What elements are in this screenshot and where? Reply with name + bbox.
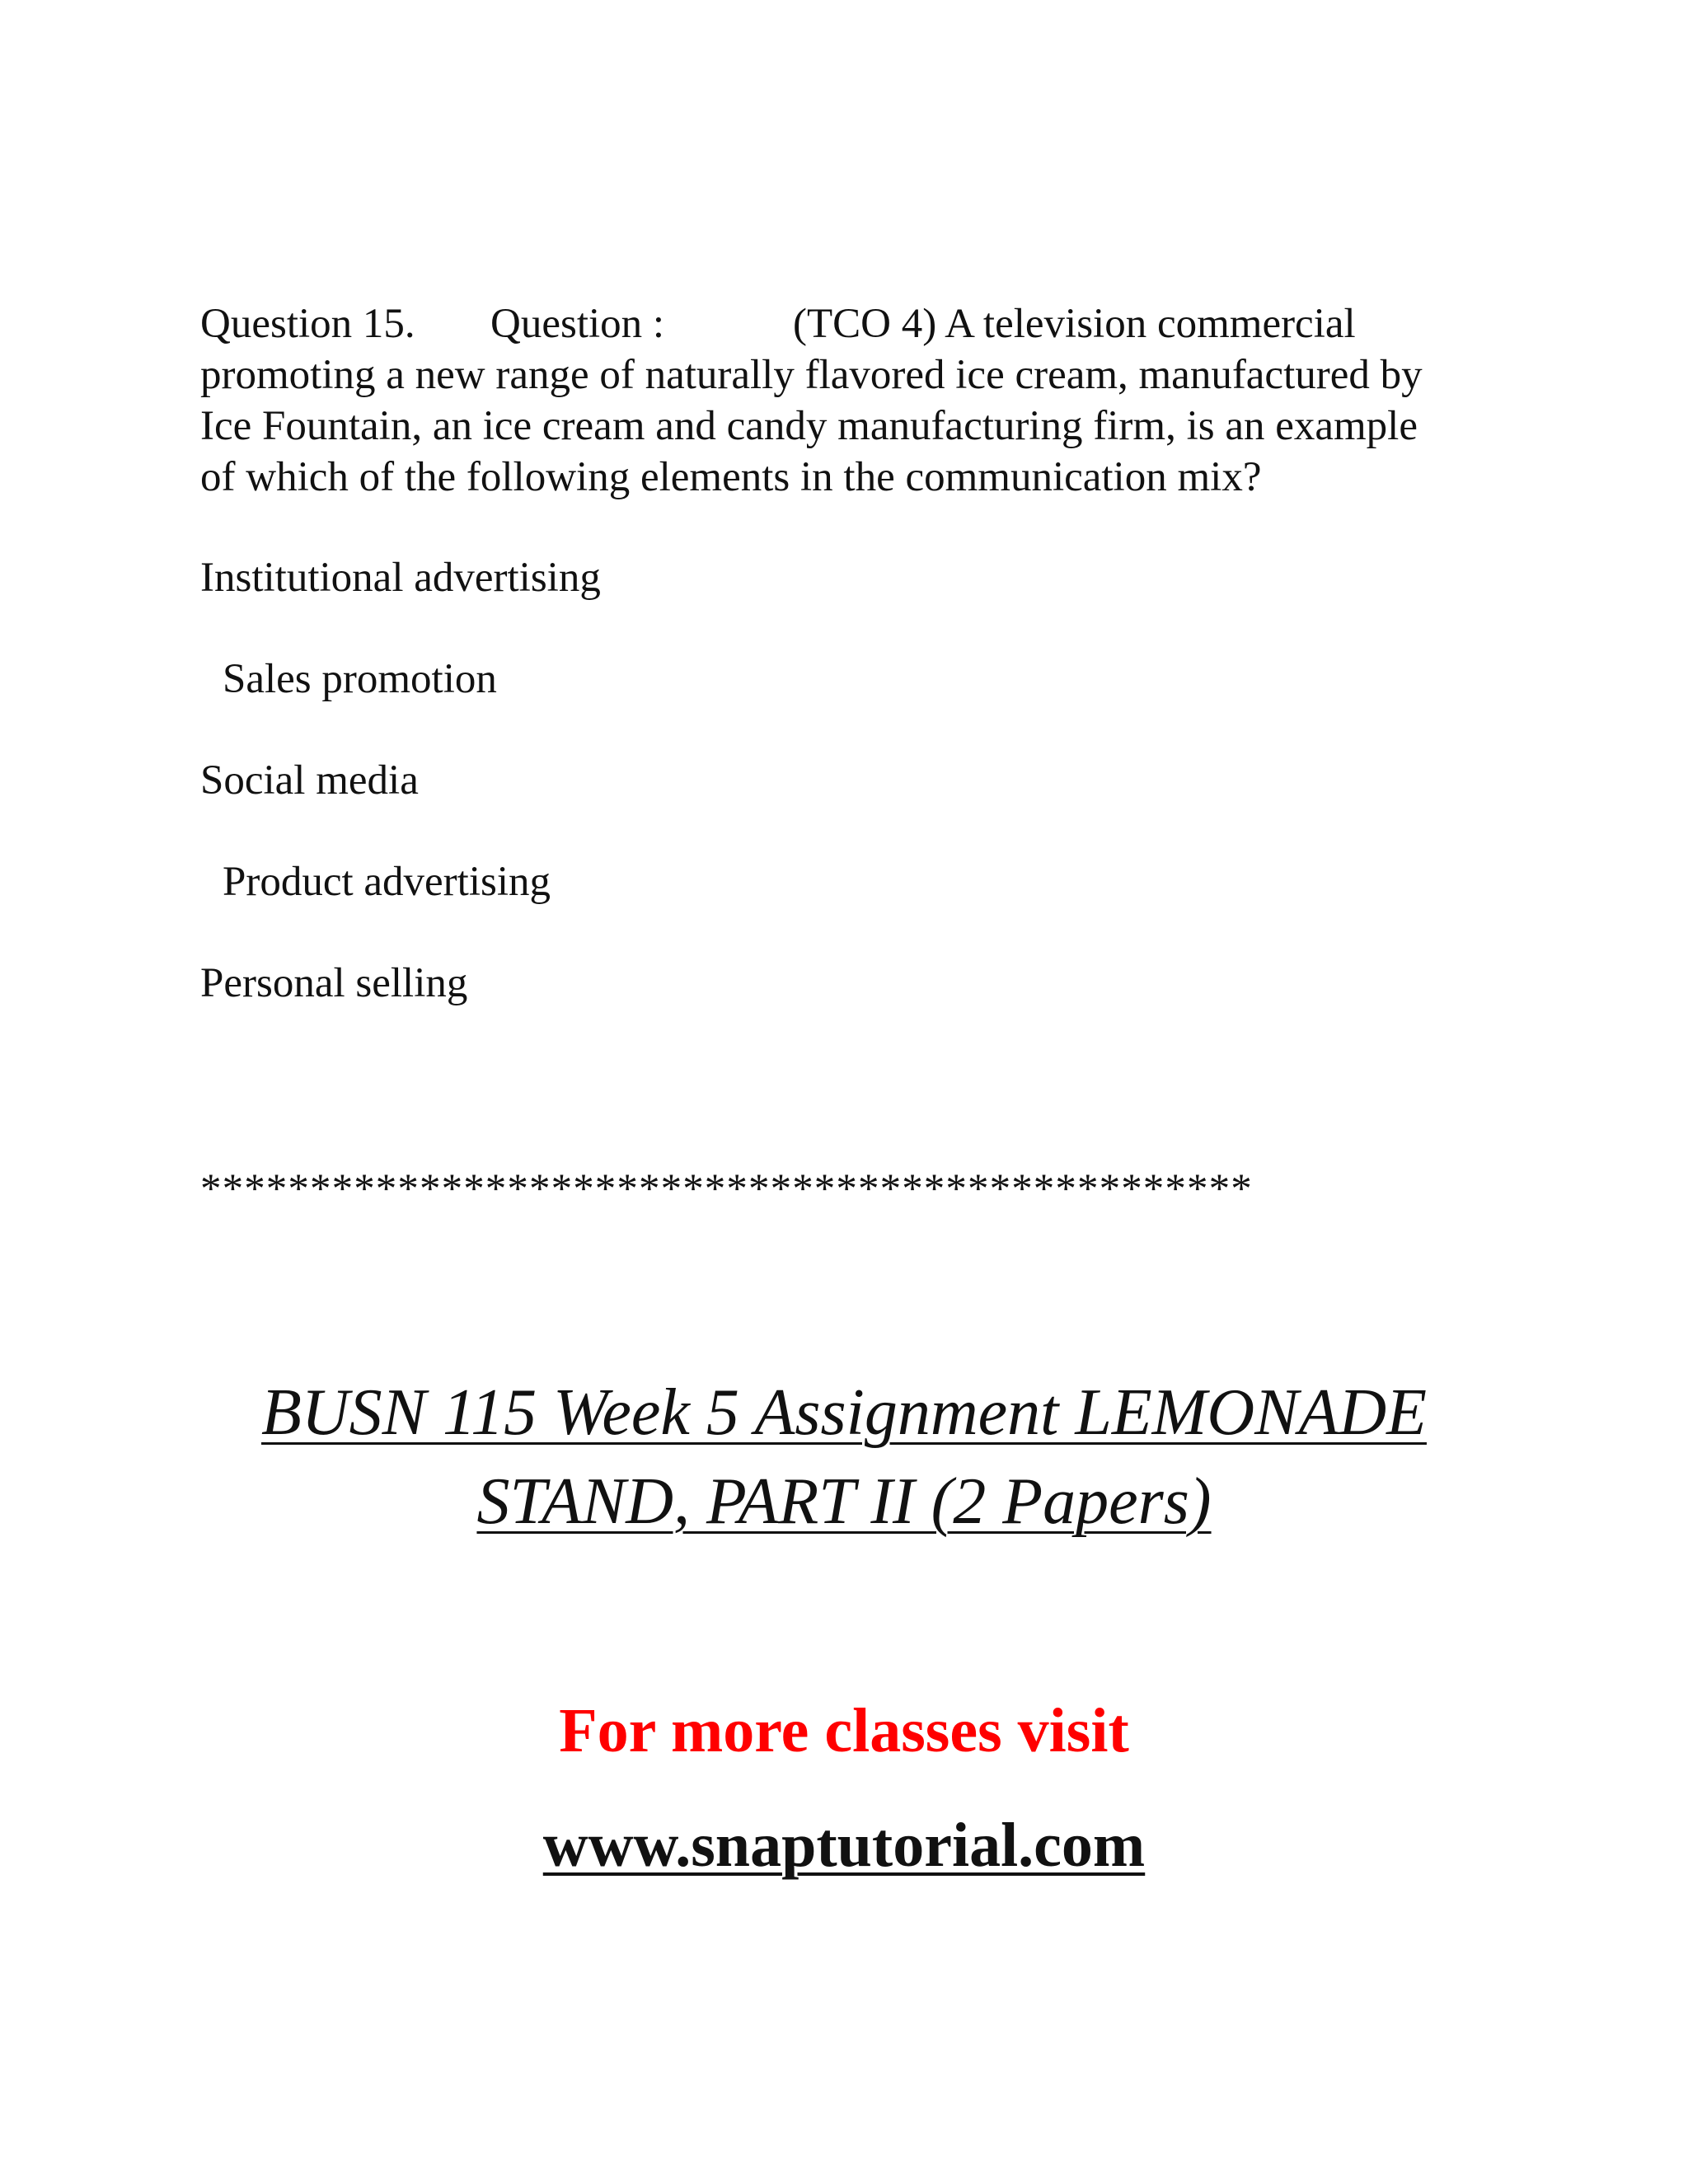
assignment-title-line: STAND, PART II (2 Papers) [476,1465,1212,1538]
answer-option[interactable]: Social media [200,757,419,804]
answer-option[interactable]: Personal selling [200,960,468,1006]
question-header [200,298,1503,349]
answer-option[interactable]: Product advertising [223,859,551,905]
website-link[interactable]: www.snaptutorial.com [542,1811,1146,1880]
promo-text: For more classes visit [559,1696,1129,1765]
answer-option[interactable]: Institutional advertising [200,555,601,601]
question-label: Question : [490,301,665,347]
question-text-line: (TCO 4) A television commercial [793,301,1356,347]
question-text-line: Ice Fountain, an ice cream and candy manufacturing firm, is an example [200,403,1418,449]
asterisk-separator: ************************************************ [200,1166,1253,1212]
website-link-container [0,1806,1688,1885]
question-text-line: of which of the following elements in the communication mix? [200,454,1262,500]
answer-option[interactable]: Sales promotion [223,656,497,702]
question-number: Question 15. [200,301,415,347]
assignment-title[interactable] [0,1368,1688,1546]
question-text-line: promoting a new range of naturally flavored ice cream, manufactured by [200,352,1423,398]
question-block [200,298,1503,503]
assignment-title-line: BUSN 115 Week 5 Assignment LEMONADE [261,1376,1427,1449]
answer-options [200,552,1189,1059]
